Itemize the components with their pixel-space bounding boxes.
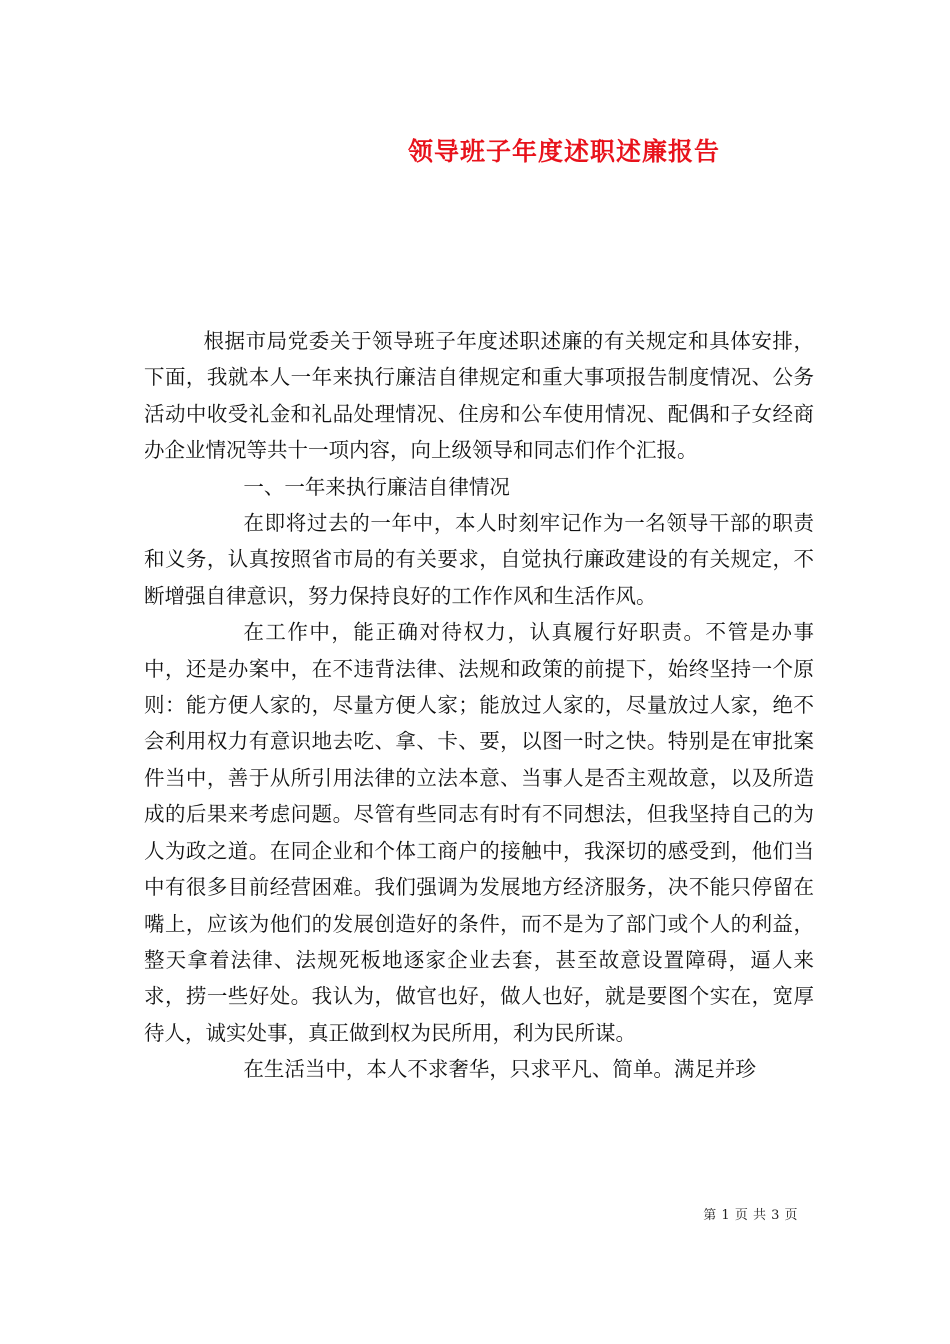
paragraph-intro: 根据市局党委关于领导班子年度述职述廉的有关规定和具体安排，下面，我就本人一年来执行廉洁自律规定和重大事项报告制度情况、公务活动中收受礼金和礼品处理情况、住房和公车使用情况、配偶和子女经商办企业情况等共十一项内容，向上级领导和同志们作个汇报。 [144, 329, 814, 463]
document-title: 领导班子年度述职述廉报告 [407, 137, 720, 166]
paragraph-self-discipline: 在即将过去的一年中，本人时刻牢记作为一名领导干部的职责和义务，认真按照省市局的有关要求，自觉执行廉政建设的有关规定，不断增强自律意识，努力保持良好的工作作风和生活作风。 [144, 511, 814, 608]
section-heading-1: 一、一年来执行廉洁自律情况 [243, 474, 510, 499]
page-number: 第 1 页 共 3 页 [703, 1208, 798, 1223]
paragraph-work: 在工作中，能正确对待权力，认真履行好职责。不管是办事中，还是办案中，在不违背法律、法规和政策的前提下，始终坚持一个原则：能方便人家的，尽量方便人家；能放过人家的，尽量放过人家，绝不会利用权力有意识地去吃、拿、卡、要，以图一时之快。特别是在审批案件当中，善于从所引用法律的立法本意、当事人是否主观故意，以及所造成的后果来考虑问题。尽管有些同志有时有不同想法，但我坚持自己的为人为政之道。在同企业和个体工商户的接触中，我深切的感受到，他们当中有很多目前经营困难。我们强调为发展地方经济服务，决不能只停留在嘴上，应该为他们的发展创造好的条件，而不是为了部门或个人的利益，整天拿着法律、法规死板地逐家企业去套，甚至故意设置障碍，逼人来求，捞一些好处。我认为，做官也好，做人也好，就是要图个实在，宽厚待人，诚实处事，真正做到权为民所用，利为民所谋。 [144, 620, 814, 1045]
paragraph-life: 在生活当中，本人不求奢华，只求平凡、简单。满足并珍 [243, 1057, 756, 1082]
document-body [144, 323, 814, 1088]
